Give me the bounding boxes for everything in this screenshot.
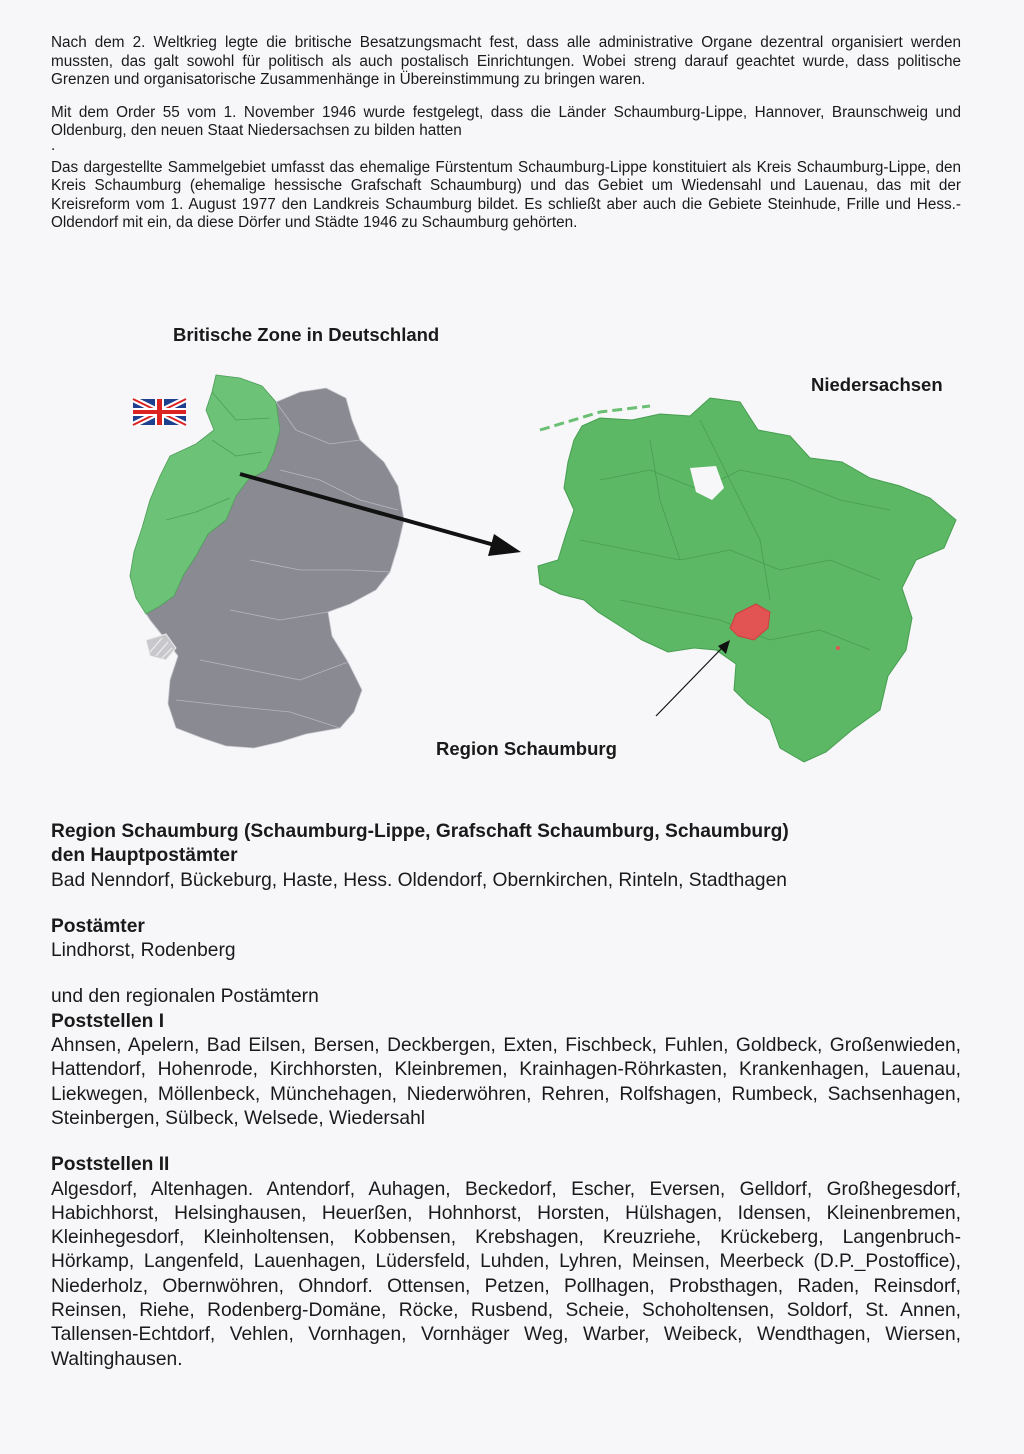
region-schaumburg-label: Region Schaumburg: [436, 738, 617, 759]
post-offices-section: [51, 820, 961, 1372]
germany-map: [130, 375, 404, 748]
poststellen2-list: Algesdorf, Altenhagen. Antendorf, Auhagen, Beckedorf, Escher, Eversen, Gelldorf, Großhegesdorf, Habichhorst, Helsinghausen, Heuerßen, Hohnhorst, Horsten, Hülshagen, Idensen, Kleinenbremen, Kleinhegesdorf, Kleinholtensen, Kobbensen, Krebshagen, Kreuzriehe, Krückeberg, Langenbruch-Hörkamp, Langenfeld, Lauenhagen, Lüdersfeld, Luhden, Lyhren, Meinsen, Meerbeck (D.P._Postoffice), Niederholz, Obernwöhren, Ohndorf. Ottensen, Petzen, Pollhagen, Probsthagen, Raden, Reinsdorf, Reinsen, Riehe, Rodenberg-Domäne, Röcke, Rusbend, Scheie, Schoholtensen, Soldorf, St. Annen, Tallensen-Echtdorf, Vehlen, Vornhagen, Vornhäger Weg, Warber, Weibeck, Wendthagen, Wiersen, Waltinghausen.: [51, 1178, 961, 1370]
section-subheading: den Hauptpostämter: [51, 845, 238, 867]
intro-text: [51, 34, 961, 247]
intro-paragraph-3: Das dargestellte Sammelgebiet umfasst das ehemalige Fürstentum Schaumburg-Lippe konstituiert als Kreis Schaumburg-Lippe, den Kreis Schaumburg (ehemalige hessische Grafschaft Schaumburg) und das Gebiet um Wiedensahl und Lauenau, das mit der Kreisreform vom 1. August 1977 den Landkreis Schaumburg bildet. Es schließt aber auch die Gebiete Steinhude, Frille und Hess.-Oldendorf mit ein, da diese Dörfer und Städte 1946 zu Schaumburg gehörten.: [51, 158, 961, 231]
poststellen2-heading: Poststellen II: [51, 1154, 170, 1176]
right-map-title: Niedersachsen: [811, 374, 943, 395]
poststellen1-heading: Poststellen I: [51, 1010, 165, 1032]
postaemter-list: Lindhorst, Rodenberg: [51, 940, 236, 962]
section-heading: Region Schaumburg (Schaumburg-Lippe, Grafschaft Schaumburg, Schaumburg): [51, 821, 789, 842]
poststellen1-list: Ahnsen, Apelern, Bad Eilsen, Bersen, Deckbergen, Exten, Fischbeck, Fuhlen, Goldbeck, Großenwieden, Hattendorf, Hohenrode, Kirchhorsten, Kleinbremen, Krainhagen-Röhrkasten, Krankenhagen, Lauenau, Liekwegen, Möllenbeck, Münchehagen, Niederwöhren, Rehren, Rolfshagen, Rumbeck, Sachsenhagen, Steinbergen, Sülbeck, Welsede, Wiedersahl: [51, 1035, 961, 1129]
union-jack-flag-icon: [133, 399, 186, 425]
niedersachsen-shape: [538, 398, 956, 762]
left-map-title: Britische Zone in Deutschland: [173, 324, 440, 345]
intro-paragraph-2: Mit dem Order 55 vom 1. November 1946 wurde festgelegt, dass die Länder Schaumburg-Lippe, Hannover, Braunschweig und Oldenburg, den neuen Staat Niedersachsen zu bilden hatten: [51, 103, 961, 139]
regional-intro: und den regionalen Postämtern: [51, 986, 319, 1008]
postaemter-heading: Postämter: [51, 915, 145, 937]
hauptpostaemter-list: Bad Nenndorf, Bückeburg, Haste, Hess. Oldendorf, Obernkirchen, Rinteln, Stadthagen: [51, 869, 787, 891]
niedersachsen-map: [538, 398, 956, 762]
intro-paragraph-1: Nach dem 2. Weltkrieg legte die britische Besatzungsmacht fest, dass alle administrative Organe dezentral organisiert werden mussten, das galt sowohl für politisch als auch postalisch Einrichtungen. Wobei streng darauf geachtet wurde, dass politische Grenzen und organisatorische Zusammenhänge in Übereinstimmung zu bringen waren.: [51, 34, 961, 88]
stray-dot: .: [51, 136, 56, 154]
maps-figure: [0, 300, 1024, 780]
